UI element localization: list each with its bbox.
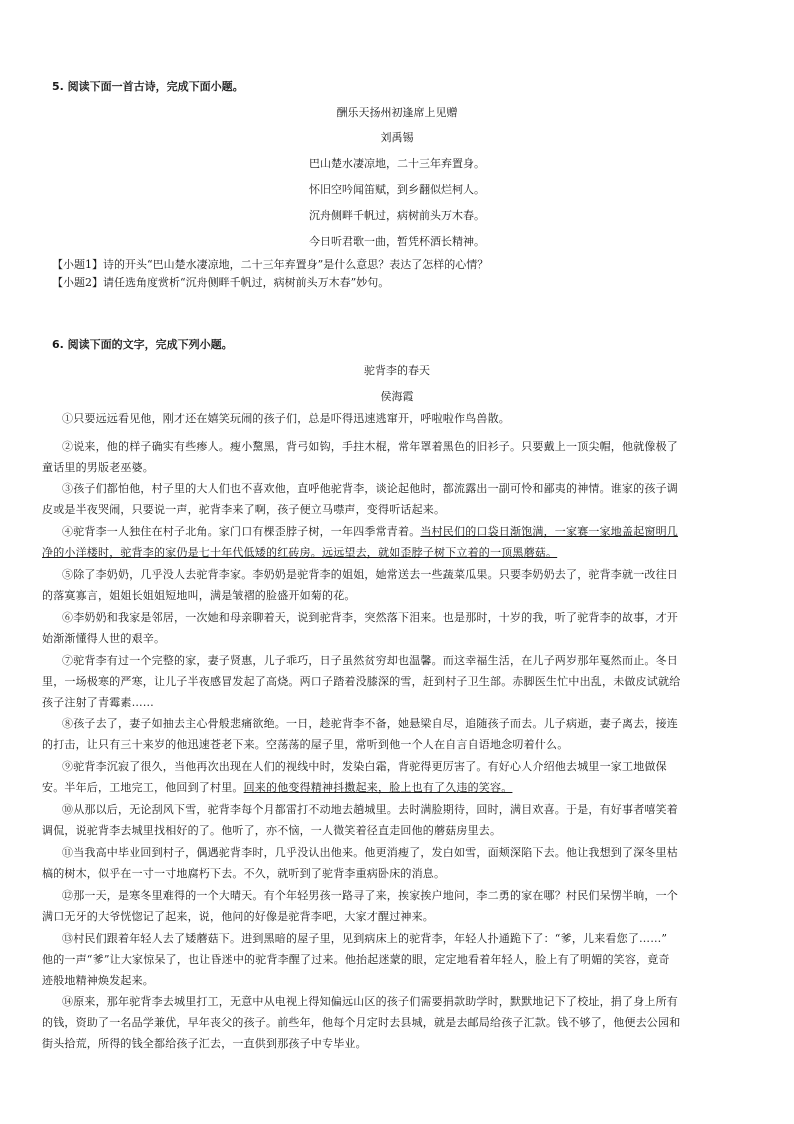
- paragraph-text: 的落寞寡言，姐姐长姐姐短地叫，满是皱褶的脸盛开如菊的花。: [42, 589, 356, 602]
- paragraph-text: 童话里的男版老巫婆。: [42, 461, 154, 474]
- paragraph-text: ⑨驼背李沉寂了很久，当他再次出现在人们的视线中时，发染白霜，背驼得更厉害了。有好心人介绍他去城里一家工地做保: [62, 760, 667, 773]
- paragraph-10: [42, 799, 742, 841]
- paragraph-text: 的钱，资助了一名品学兼优，早年丧父的孩子。前些年，他每个月定时去县城，就是去邮局给孩子汇款。钱不够了，他便去公园和: [42, 1016, 681, 1029]
- paragraph-text: ④驼背李一人独住在村子北角。家门口有棵歪脖子树，一年四季常青着。: [62, 525, 421, 538]
- paragraph-text: 迹般地精神焕发起来。: [42, 974, 154, 987]
- paragraph-3: [42, 478, 742, 520]
- article-author: 侯海霞: [380, 390, 414, 403]
- paragraph-text: ⑧孩子去了，妻子如抽去主心骨般悲痛欲绝。一日，趁驼背李不备，她悬梁自尽，追随孩子而去。儿子病逝，妻子离去，接连: [62, 717, 678, 730]
- paragraph-text: 满口无牙的大爷恍惚记了起来，说，他问的好像是驼背李吧，大家才醒过神来。: [42, 910, 434, 923]
- paragraph-text: ⑭原来，那年驼背李去城里打工，无意中从电视上得知偏远山区的孩子们需要捐款助学时，默默地记下了校址，捐了身上所有: [62, 995, 678, 1008]
- paragraph-text: ⑩从那以后，无论刮风下雪，驼背李每个月都雷打不动地去趟城里。去时满脸期待，回时，满目欢喜。于是，有好事者嘻笑着: [62, 803, 678, 816]
- paragraph-text: 孩子注射了青霉素……: [42, 696, 154, 709]
- paragraph-text: 皮或是半夜哭闹，只要说一声，驼背李来了啊，孩子便立马噤声，变得听话起来。: [42, 503, 446, 516]
- poem-author: 刘禹锡: [380, 131, 414, 144]
- poem-line: 今日听君歌一曲，暂凭杯酒长精神。: [309, 235, 485, 248]
- paragraph-text: ⑤除了李奶奶，几乎没人去驼背李家。李奶奶是驼背李的姐姐，她常送去一些蔬菜瓜果。只要李奶奶去了，驼背李就一改往日: [62, 568, 678, 581]
- paragraph-text: 的打击，让只有三十来岁的他迅速苍老下来。空荡荡的屋子里，常听到他一个人在自言自语地念叨着什么。: [42, 738, 569, 751]
- paragraph-12: [42, 885, 742, 927]
- paragraph-text: 他的一声“爹”让大家惊呆了，也让昏迷中的驼背李醒了过来。他抬起迷蒙的眼，定定地看着年轻人，脸上有了明媚的笑容，竟奇: [42, 953, 670, 966]
- paragraph-9: [42, 756, 742, 798]
- question-6-heading: 6. 阅读下面的文字，完成下列小题。: [52, 338, 233, 351]
- paragraph-text: 里，一场极寒的严寒，让儿子半夜感冒发起了高烧。两口子踏着没膝深的雪，赶到村子卫生部。赤脚医生忙中出乱，未做皮试就给: [42, 675, 681, 688]
- paragraph-text: 安。半年后，工地完工，他回到了村里。: [42, 781, 244, 794]
- poem-line: 沉舟侧畔千帆过，病树前头万木春。: [309, 209, 485, 222]
- underlined-text: 当村民们的口袋日渐饱满，一家赛一家地盖起窗明几: [420, 525, 679, 538]
- paragraph-4: [42, 521, 742, 563]
- poem-line: 巴山楚水凄凉地，二十三年弃置身。: [309, 157, 485, 170]
- paragraph-text: 槁的树木，似乎在一寸一寸地腐朽下去。不久，就听到了驼背李重病卧床的消息。: [42, 867, 446, 880]
- poem-line: 怀旧空吟闻笛赋，到乡翻似烂柯人。: [309, 183, 485, 196]
- article-title: 驼背李的春天: [364, 364, 430, 377]
- paragraph-text: ②说来，他的样子确实有些瘆人。瘦小黧黑，背弓如钩，手拄木棍，常年罩着黑色的旧衫子。只要戴上一顶尖帽，他就像极了: [62, 440, 678, 453]
- paragraph-13: [42, 928, 742, 991]
- paragraph-text: ①只要远远看见他，刚才还在嬉笑玩闹的孩子们，总是吓得迅速逃窜开，呼啦啦作鸟兽散。: [62, 412, 510, 425]
- underlined-text: 净的小洋楼时，驼背李的家仍是七十年代低矮的红砖房。远远望去，就如歪脖子树下立着的一顶黑蘑菇。: [42, 546, 558, 559]
- paragraph-14: [42, 991, 742, 1054]
- question-5-heading: 5. 阅读下面一首古诗，完成下面小题。: [52, 80, 244, 93]
- paragraph-text: 调侃，说驼背李去城里找相好的了。他听了，亦不恼，一人微笑着径直走回他的蘑菇房里去。: [42, 824, 502, 837]
- paragraph-text: ⑫那一天，是寒冬里难得的一个大晴天。有个年轻男孩一路寻了来，挨家挨户地问，李二勇的家在哪？村民们呆愣半晌，一个: [62, 889, 678, 902]
- paragraph-8: [42, 713, 742, 755]
- paragraph-1: [52, 408, 742, 429]
- paragraph-text: ③孩子们都怕他，村子里的大人们也不喜欢他，直呼他驼背李，谈论起他时，都流露出一副可怜和鄙夷的神情。谁家的孩子调: [62, 482, 678, 495]
- sub-question-2: 【小题2】请任选角度赏析“沉舟侧畔千帆过，病树前头万木春”妙句。: [52, 276, 390, 289]
- paragraph-text: 始渐渐懂得人世的艰辛。: [42, 632, 166, 645]
- paragraph-5: [42, 564, 742, 606]
- sub-question-1: 【小题1】诗的开头“巴山楚水凄凉地，二十三年弃置身”是什么意思？表达了怎样的心情？: [52, 258, 489, 271]
- paragraph-text: 街头拾荒，所得的钱全都给孩子汇去，一直供到那孩子中专毕业。: [42, 1037, 367, 1050]
- paragraph-7: [42, 650, 742, 713]
- paragraph-text: ⑦驼背李有过一个完整的家，妻子贤惠，儿子乖巧，日子虽然贫穷却也温馨。而这幸福生活，在儿子两岁那年戛然而止。冬日: [62, 654, 678, 667]
- paragraph-2: [42, 436, 742, 478]
- underlined-text: 回来的他变得精神抖擞起来，脸上也有了久违的笑容。: [243, 781, 513, 794]
- paragraph-text: ⑥李奶奶和我家是邻居，一次她和母亲聊着天，说到驼背李，突然落下泪来。也是那时，十岁的我，听了驼背李的故事，才开: [62, 611, 678, 624]
- paragraph-11: [42, 842, 742, 884]
- paragraph-text: ⑬村民们跟着年轻人去了矮蘑菇下。进到黑暗的屋子里，见到病床上的驼背李，年轻人扑通跪下了：“爹，儿来看您了……”: [62, 932, 668, 945]
- poem-title: 酬乐天扬州初逢席上见赠: [336, 106, 458, 119]
- paragraph-6: [42, 607, 742, 649]
- paragraph-text: ⑪当我高中毕业回到村子，偶遇驼背李时，几乎没认出他来。他更消瘦了，发白如雪，面颊深陷下去。他让我想到了深冬里枯: [62, 846, 678, 859]
